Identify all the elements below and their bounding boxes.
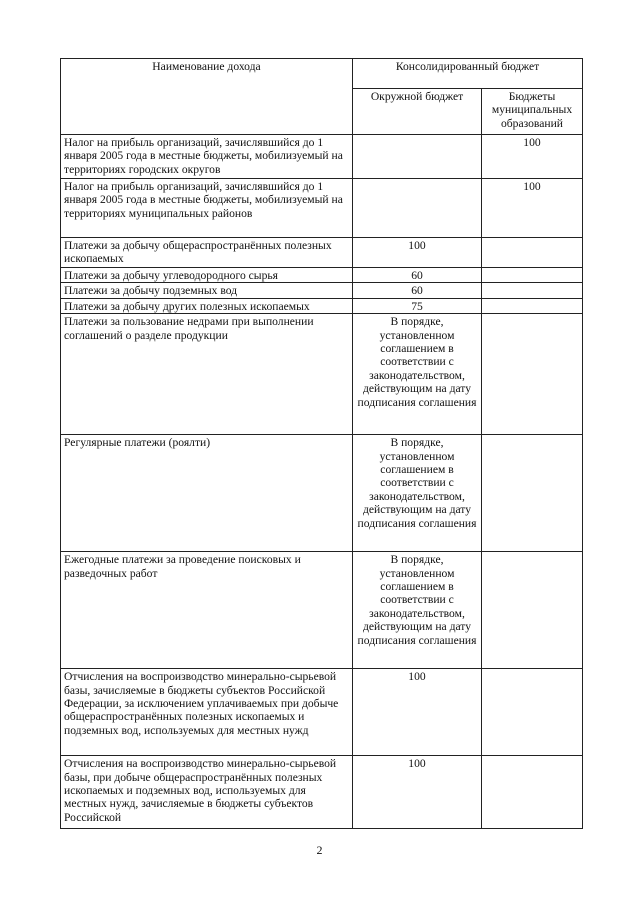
row-municipal-value: 100 — [482, 135, 583, 179]
row-income-name: Налог на прибыль организаций, зачислявшийся до 1 января 2005 года в местные бюджеты, мобилизуемый на территориях муниципальных районов — [61, 179, 353, 238]
row-district-value: 60 — [353, 268, 482, 283]
header-municipal-budgets: Бюджеты муниципальных образований — [482, 89, 583, 135]
row-municipal-value — [482, 552, 583, 669]
row-municipal-value — [482, 314, 583, 435]
row-district-value — [353, 179, 482, 238]
row-district-value: В порядке, установленном соглашением в соответствии с законодательством, действующим на дату подписания соглашения — [353, 314, 482, 435]
row-municipal-value: 100 — [482, 179, 583, 238]
row-income-name: Платежи за добычу общераспространённых полезных ископаемых — [61, 238, 353, 268]
table-row — [61, 314, 583, 435]
table-row — [61, 283, 583, 298]
row-district-value: 60 — [353, 283, 482, 298]
table-row — [61, 669, 583, 756]
row-district-value: 75 — [353, 298, 482, 313]
row-income-name: Отчисления на воспроизводство минерально-сырьевой базы, при добыче общераспространённых полезных ископаемых и подземных вод, используемых для местных нужд, зачисляемые в бюджеты субъектов Российской — [61, 756, 353, 829]
table-row — [61, 179, 583, 238]
table-row — [61, 298, 583, 313]
row-district-value: 100 — [353, 756, 482, 829]
row-district-value: 100 — [353, 238, 482, 268]
header-consolidated-budget: Консолидированный бюджет — [353, 59, 583, 89]
table-row — [61, 552, 583, 669]
row-municipal-value — [482, 238, 583, 268]
row-municipal-value — [482, 298, 583, 313]
row-income-name: Регулярные платежи (роялти) — [61, 435, 353, 552]
row-income-name: Платежи за добычу углеводородного сырья — [61, 268, 353, 283]
table-row — [61, 135, 583, 179]
row-municipal-value — [482, 435, 583, 552]
row-municipal-value — [482, 669, 583, 756]
row-municipal-value — [482, 756, 583, 829]
row-municipal-value — [482, 283, 583, 298]
header-income-name: Наименование дохода — [61, 59, 353, 135]
row-income-name: Ежегодные платежи за проведение поисковых и разведочных работ — [61, 552, 353, 669]
table-row — [61, 435, 583, 552]
header-district-budget: Окружной бюджет — [353, 89, 482, 135]
row-income-name: Платежи за добычу подземных вод — [61, 283, 353, 298]
row-income-name: Налог на прибыль организаций, зачислявшийся до 1 января 2005 года в местные бюджеты, мобилизуемый на территориях городских округов — [61, 135, 353, 179]
row-district-value — [353, 135, 482, 179]
row-income-name: Платежи за добычу других полезных ископаемых — [61, 298, 353, 313]
row-district-value: В порядке, установленном соглашением в соответствии с законодательством, действующим на дату подписания соглашения — [353, 552, 482, 669]
income-distribution-table — [60, 58, 583, 829]
row-municipal-value — [482, 268, 583, 283]
table-row — [61, 238, 583, 268]
table-row — [61, 756, 583, 829]
row-income-name: Платежи за пользование недрами при выполнении соглашений о разделе продукции — [61, 314, 353, 435]
row-district-value: 100 — [353, 669, 482, 756]
page-number: 2 — [316, 843, 323, 857]
row-income-name: Отчисления на воспроизводство минерально-сырьевой базы, зачисляемые в бюджеты субъектов Российской Федерации, за исключением уплачиваемых при добыче общераспространённых полезных ископаемых и подземных вод, используемых для местных нужд — [61, 669, 353, 756]
table-row — [61, 268, 583, 283]
row-district-value: В порядке, установленном соглашением в соответствии с законодательством, действующим на дату подписания соглашения — [353, 435, 482, 552]
